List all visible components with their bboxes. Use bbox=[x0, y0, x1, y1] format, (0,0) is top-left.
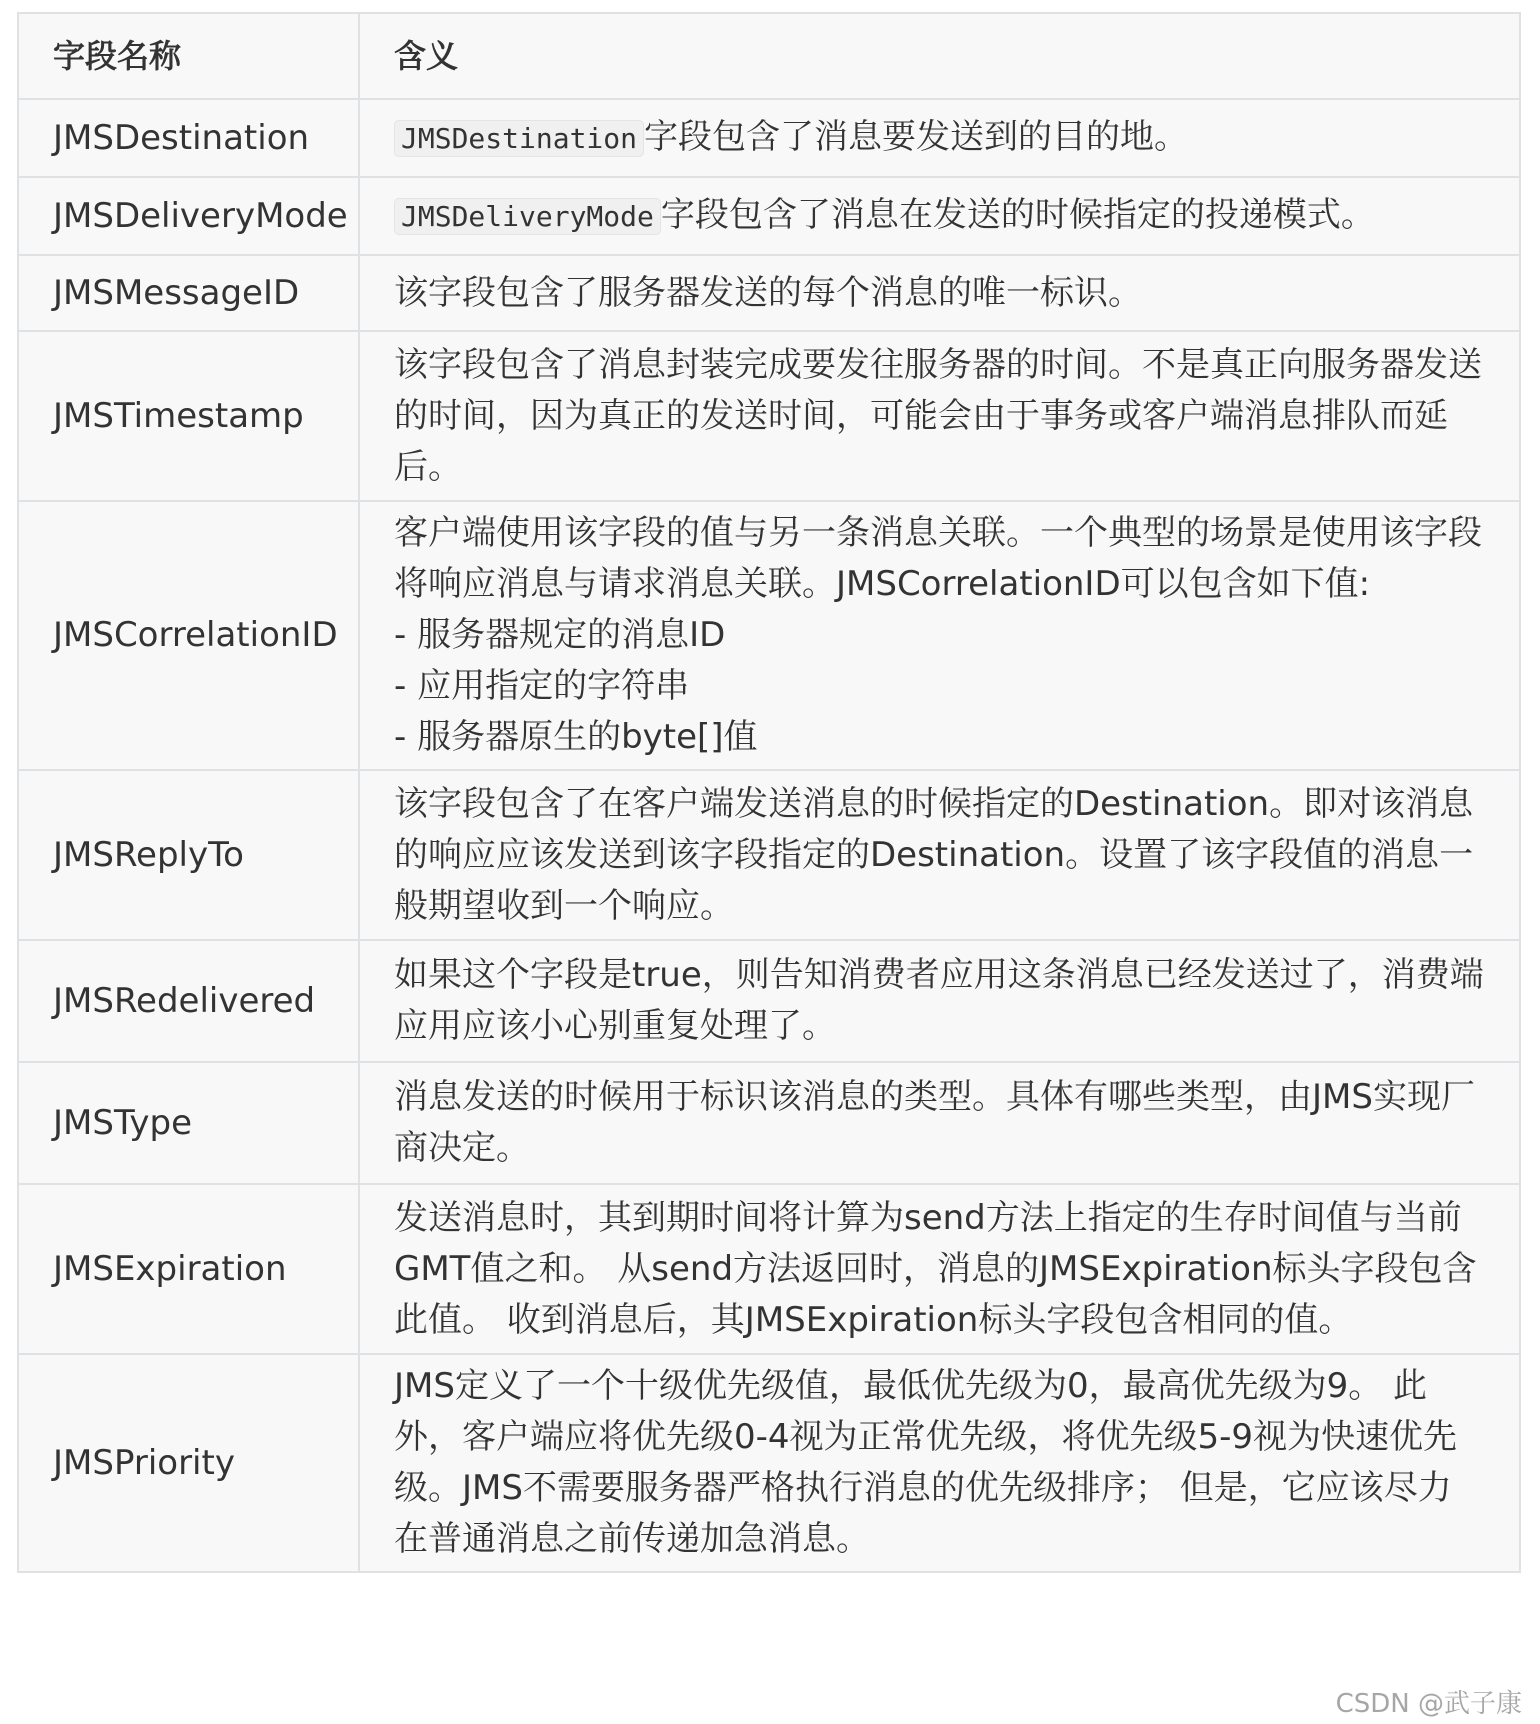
meaning-text: 字段包含了消息要发送到的目的地。 bbox=[644, 117, 1189, 157]
field-meaning-cell bbox=[359, 177, 1520, 255]
table-row bbox=[18, 99, 1520, 177]
table-header-row bbox=[18, 13, 1520, 99]
jms-header-fields-table bbox=[17, 12, 1521, 1573]
field-name-cell: JMSMessageID bbox=[18, 255, 359, 331]
meaning-line: 如果这个字段是true，则告知消费者应用这条消息已经发送过了，消费端应用应该小心别重复处理了。 bbox=[394, 955, 1484, 1046]
field-name-cell: JMSRedelivered bbox=[18, 940, 359, 1062]
field-name-cell: JMSTimestamp bbox=[18, 331, 359, 501]
inline-code: JMSDeliveryMode bbox=[394, 198, 661, 235]
inline-code: JMSDestination bbox=[394, 120, 644, 157]
field-meaning-cell bbox=[359, 255, 1520, 331]
field-meaning-cell bbox=[359, 770, 1520, 940]
watermark: CSDN @武子康 bbox=[1335, 1689, 1522, 1719]
meaning-line: 客户端使用该字段的值与另一条消息关联。一个典型的场景是使用该字段将响应消息与请求消息关联。JMSCorrelationID可以包含如下值: bbox=[394, 513, 1482, 604]
table-row bbox=[18, 1062, 1520, 1184]
meaning-line: 消息发送的时候用于标识该消息的类型。具体有哪些类型，由JMS实现厂商决定。 bbox=[394, 1077, 1475, 1168]
table-row bbox=[18, 770, 1520, 940]
meaning-line: 该字段包含了在客户端发送消息的时候指定的Destination。即对该消息的响应应该发送到该字段指定的Destination。设置了该字段值的消息一般期望收到一个响应。 bbox=[394, 783, 1474, 926]
field-meaning-cell bbox=[359, 99, 1520, 177]
field-name-cell: JMSDestination bbox=[18, 99, 359, 177]
meaning-line: JMS定义了一个十级优先级值，最低优先级为0，最高优先级为9。 此外，客户端应将优先级0-4视为正常优先级，将优先级5-9视为快速优先级。JMS不需要服务器严格执行消息的优先级排序； 但是，它应该尽力在普通消息之前传递加急消息。 bbox=[394, 1366, 1458, 1559]
field-name-cell: JMSPriority bbox=[18, 1354, 359, 1572]
meaning-line: - 应用指定的字符串 bbox=[394, 666, 690, 706]
field-name-cell: JMSReplyTo bbox=[18, 770, 359, 940]
table-body bbox=[18, 99, 1520, 1572]
meaning-text: 字段包含了消息在发送的时候指定的投递模式。 bbox=[660, 195, 1375, 235]
field-name-cell: JMSCorrelationID bbox=[18, 501, 359, 770]
table-row bbox=[18, 1354, 1520, 1572]
meaning-line: - 服务器原生的byte[]值 bbox=[394, 717, 758, 757]
meaning-line bbox=[394, 190, 1485, 242]
table-row bbox=[18, 1184, 1520, 1354]
field-meaning-cell bbox=[359, 1184, 1520, 1354]
field-meaning-cell bbox=[359, 1354, 1520, 1572]
table-row bbox=[18, 501, 1520, 770]
column-header-meaning: 含义 bbox=[359, 13, 1520, 99]
meaning-line: - 服务器规定的消息ID bbox=[394, 615, 726, 655]
meaning-line: 发送消息时，其到期时间将计算为send方法上指定的生存时间值与当前GMT值之和。 从send方法返回时，消息的JMSExpiration标头字段包含此值。 收到消息后，其JMSExpiration标头字段包含相同的值。 bbox=[394, 1197, 1477, 1340]
table-row bbox=[18, 331, 1520, 501]
field-name-cell: JMSType bbox=[18, 1062, 359, 1184]
table-row bbox=[18, 940, 1520, 1062]
meaning-line: 该字段包含了服务器发送的每个消息的唯一标识。 bbox=[394, 272, 1142, 313]
field-meaning-cell bbox=[359, 940, 1520, 1062]
field-name-cell: JMSExpiration bbox=[18, 1184, 359, 1354]
field-meaning-cell bbox=[359, 501, 1520, 770]
field-meaning-cell bbox=[359, 331, 1520, 501]
table-row bbox=[18, 177, 1520, 255]
field-meaning-cell bbox=[359, 1062, 1520, 1184]
meaning-line: 该字段包含了消息封装完成要发往服务器的时间。不是真正向服务器发送的时间，因为真正的发送时间，可能会由于事务或客户端消息排队而延后。 bbox=[394, 344, 1482, 487]
table-row bbox=[18, 255, 1520, 331]
field-name-cell: JMSDeliveryMode bbox=[18, 177, 359, 255]
column-header-field-name: 字段名称 bbox=[18, 13, 359, 99]
meaning-line bbox=[394, 112, 1485, 164]
